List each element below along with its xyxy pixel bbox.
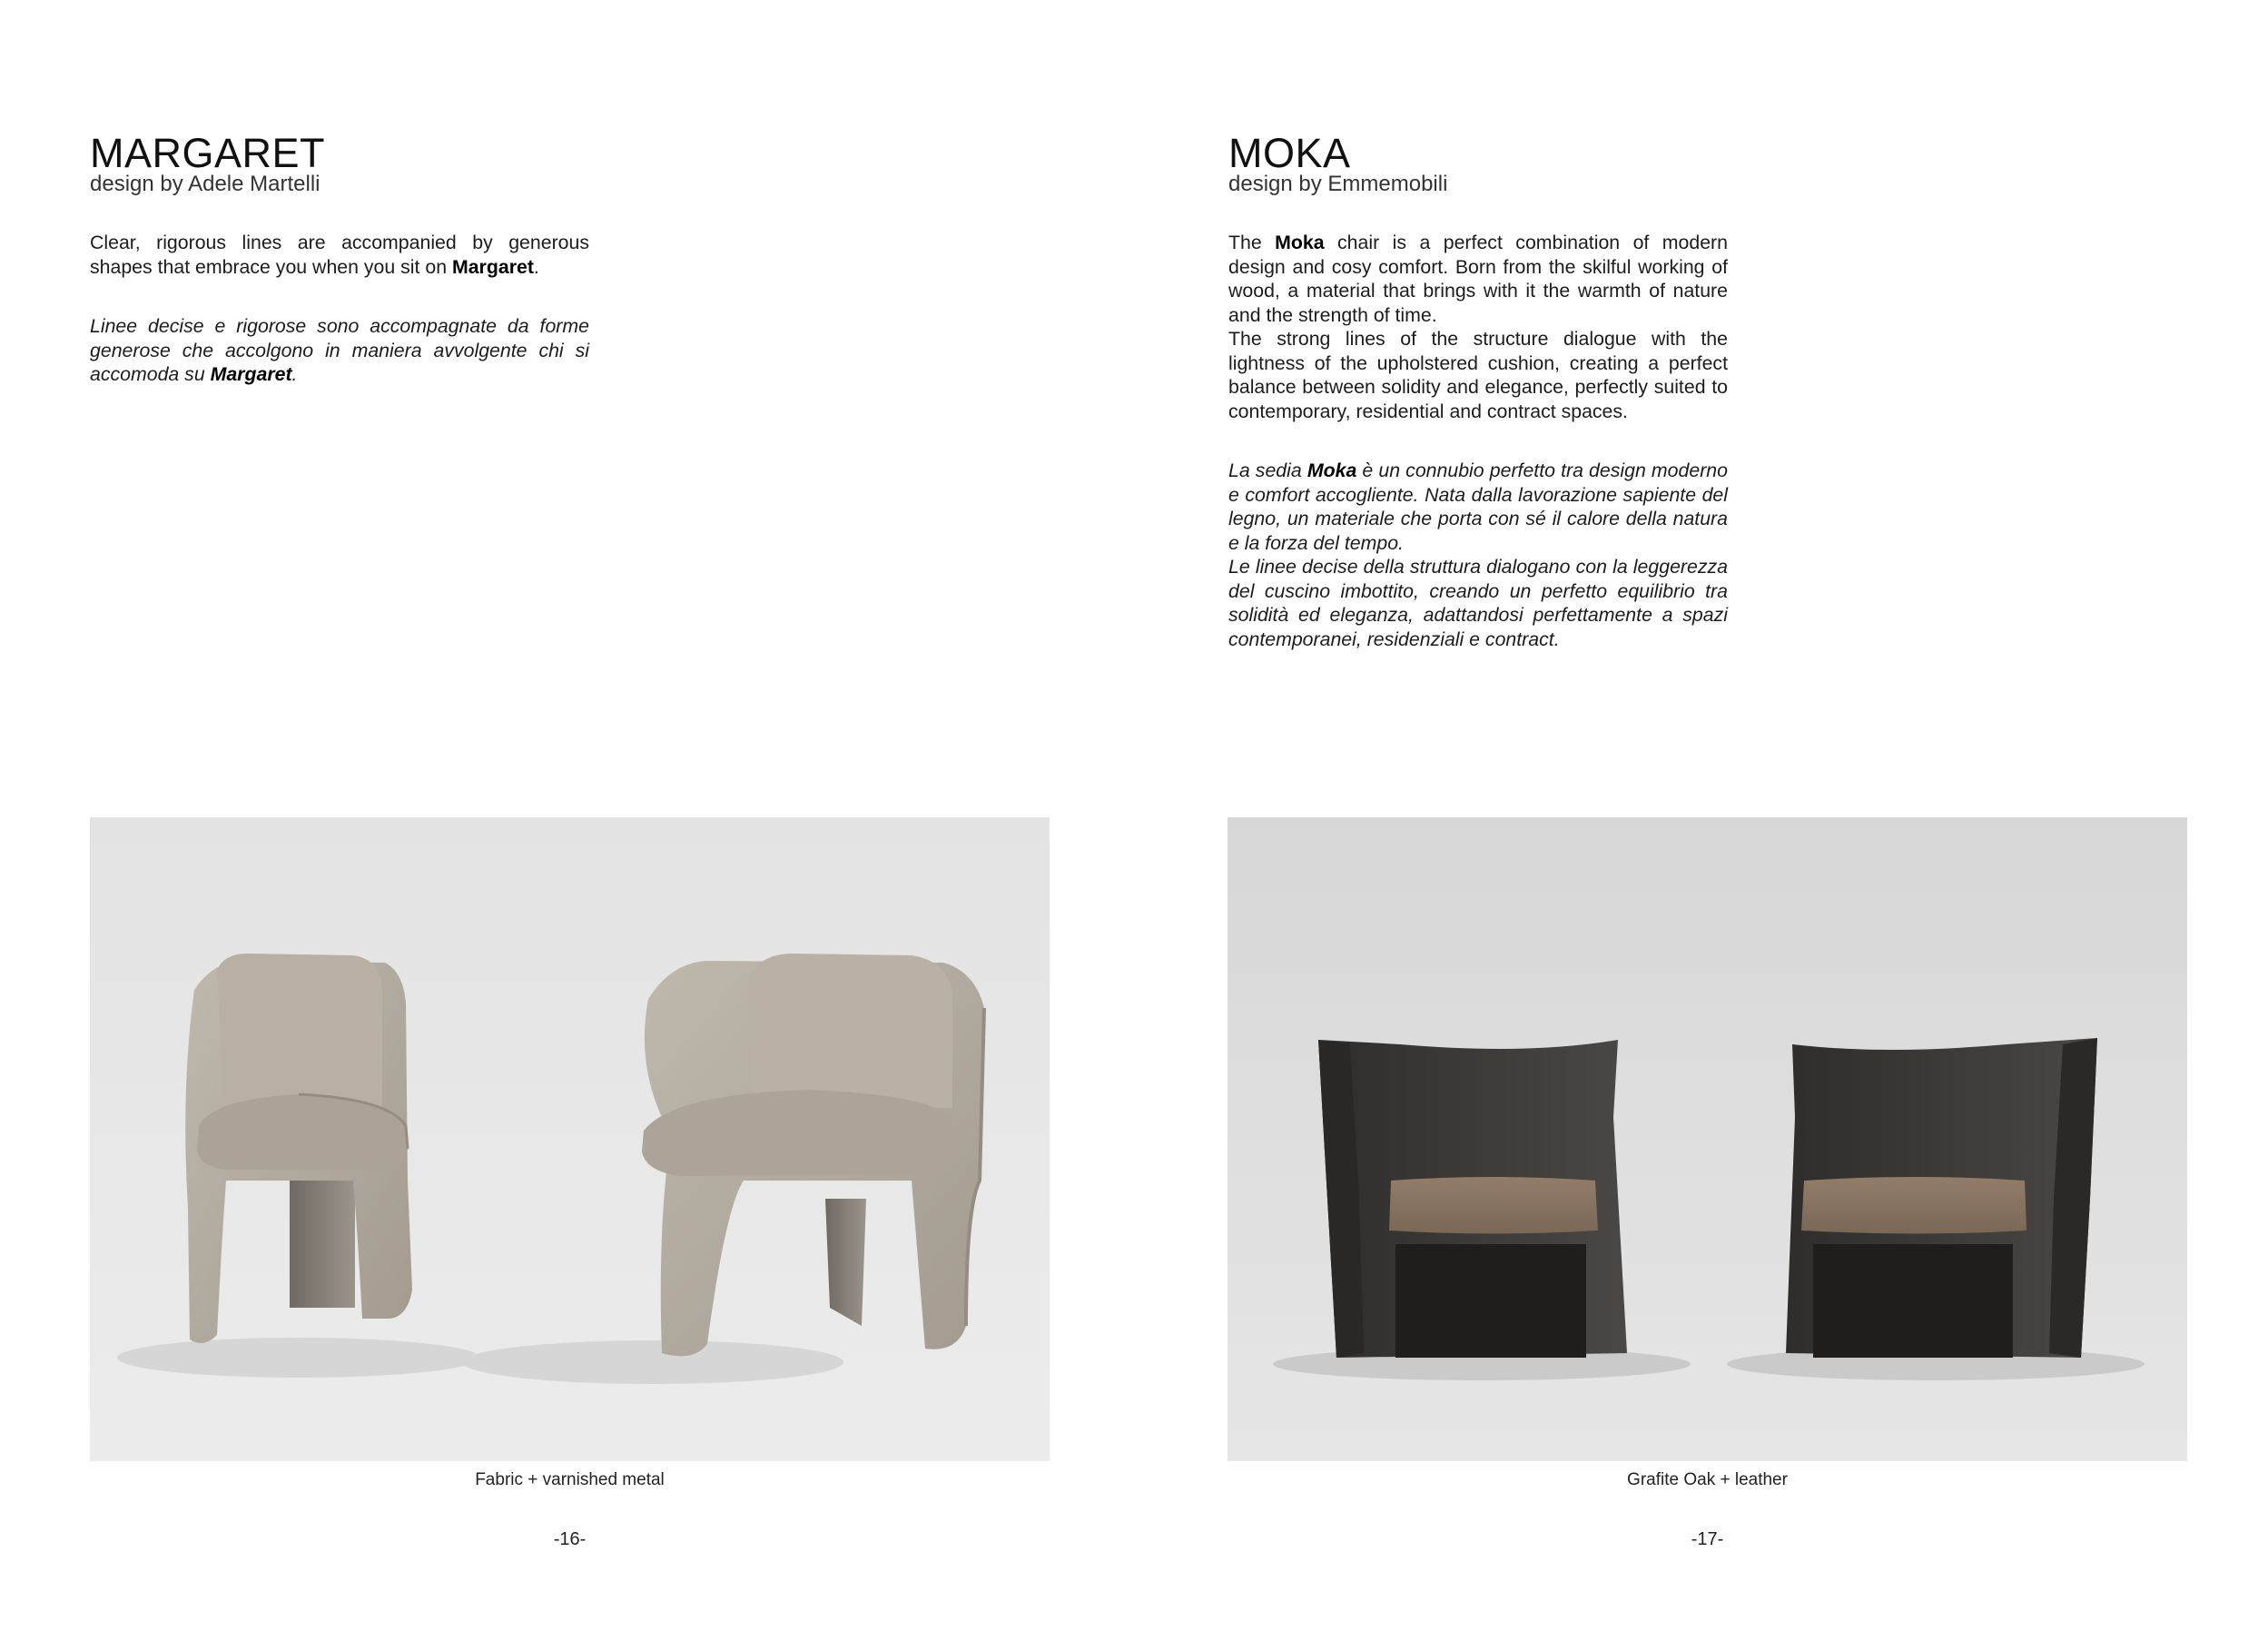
- product-photo-moka: [1228, 817, 2187, 1461]
- material-caption: Fabric + varnished metal: [475, 1470, 665, 1489]
- description-text: .: [533, 255, 539, 278]
- description-paragraph: [1228, 459, 1728, 555]
- description-italian: [1228, 459, 1728, 651]
- description-paragraph: The strong lines of the structure dialogue with the lightness of the upholstered cushion, creating a perfect balance between solidity and elegance, perfectly suited to contemporary, residential and contract spaces.: [1228, 328, 1728, 422]
- description-text: Linee decise e rigorose sono accompagnate da forme generose che accolgono in maniera avvolgente chi si accomoda su: [90, 315, 589, 385]
- description-english: [90, 231, 589, 279]
- designer-credit: design by Emmemobili: [1228, 172, 1448, 196]
- description-paragraph: [1228, 231, 1728, 327]
- description-italian: [90, 314, 589, 387]
- description-paragraph: Le linee decise della struttura dialogano con la leggerezza del cuscino imbottito, creando un perfetto equilibrio tra solidità ed eleganza, adattandosi perfettamente a spazi contemporanei, residenziali e contract.: [1228, 556, 1728, 650]
- moka-chair-right: [1786, 1038, 2097, 1358]
- description-english: [1228, 231, 1728, 423]
- product-name-bold: Moka: [1307, 460, 1357, 481]
- product-name-bold: Margaret: [451, 255, 534, 278]
- product-name-bold: Moka: [1275, 232, 1325, 253]
- material-caption: Grafite Oak + leather: [1627, 1470, 1788, 1489]
- margaret-chair-left: [185, 954, 412, 1343]
- product-name-bold: Margaret: [210, 363, 292, 385]
- product-title: MOKA: [1228, 130, 1351, 176]
- designer-credit: design by Adele Martelli: [90, 172, 320, 196]
- description-text: The: [1228, 232, 1276, 253]
- description-text: è un connubio perfetto tra design moderno e comfort accogliente. Nata dalla lavorazione sapiente del legno, un materiale che porta con sé il calore della natura e la forza del tempo.: [1228, 460, 1728, 554]
- description-text: .: [291, 363, 298, 385]
- margaret-chairs-illustration: [90, 817, 1050, 1461]
- page-number: -17-: [1691, 1529, 1724, 1549]
- description-text: La sedia: [1228, 460, 1307, 481]
- description-text: chair is a perfect combination of modern design and cosy comfort. Born from the skilful working of wood, a material that brings with it the warmth of nature and the strength of time.: [1228, 232, 1728, 326]
- right-page: [1134, 0, 2268, 1631]
- product-photo-margaret: [90, 817, 1050, 1461]
- page-number: -16-: [553, 1529, 587, 1549]
- moka-chair-left: [1318, 1040, 1627, 1358]
- product-title: MARGARET: [90, 130, 326, 176]
- moka-chairs-illustration: [1228, 817, 2187, 1461]
- description-text: Clear, rigorous lines are accompanied by generous shapes that embrace you when you sit on: [90, 232, 589, 278]
